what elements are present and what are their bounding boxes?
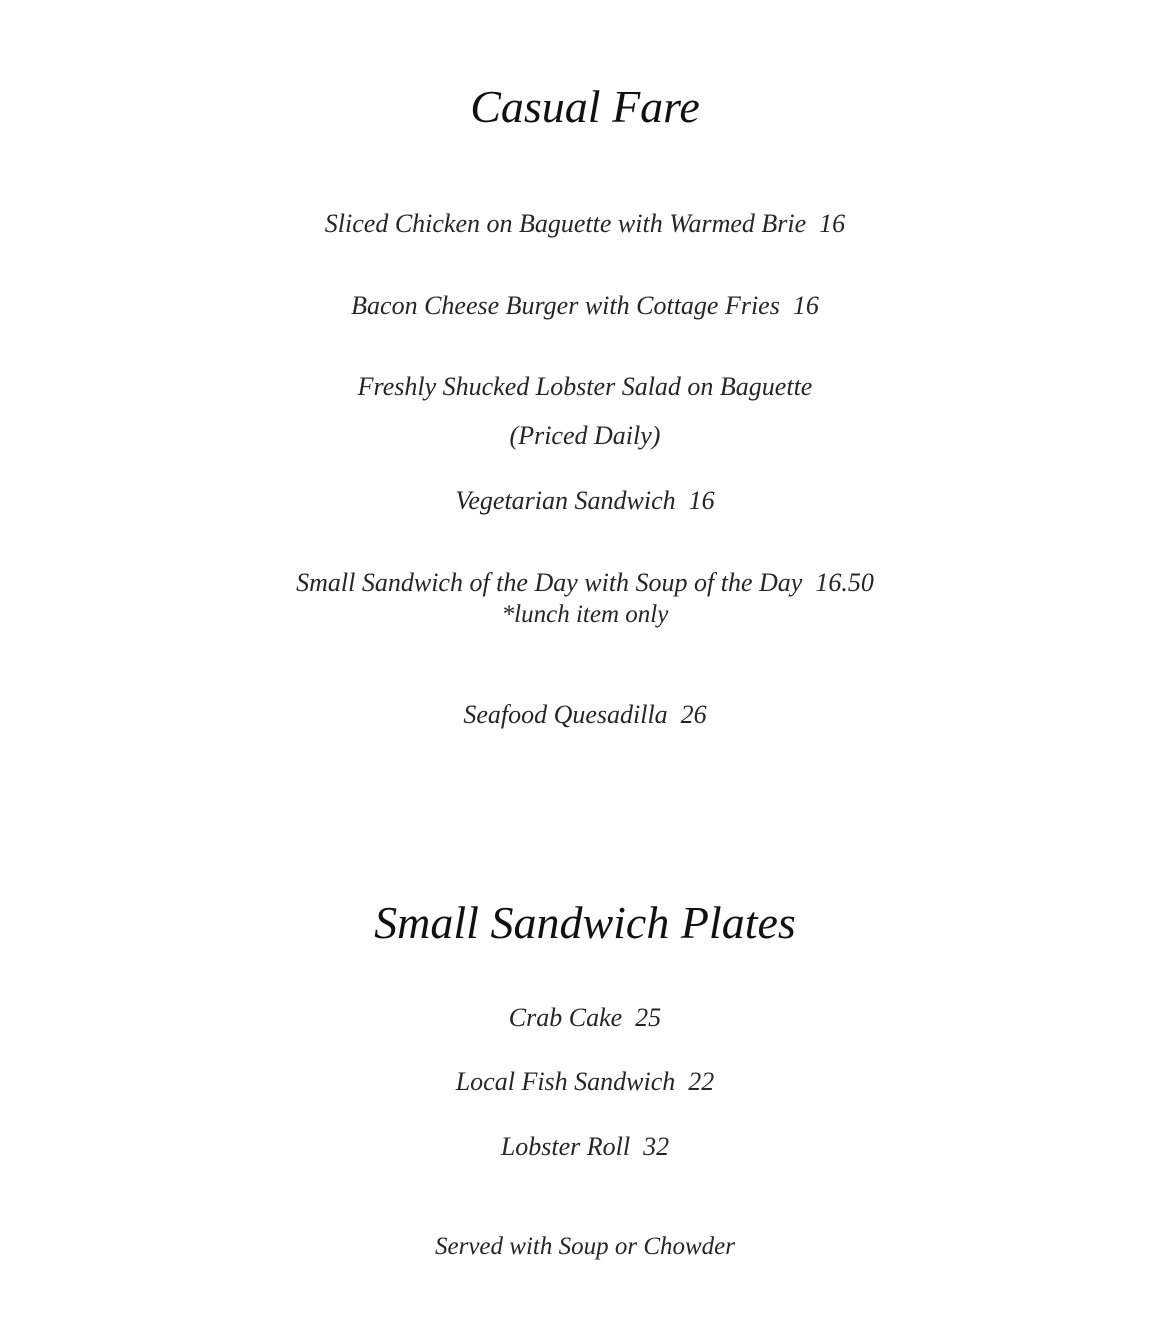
section-heading: Small Sandwich Plates (374, 897, 796, 948)
menu-item: Bacon Cheese Burger with Cottage Fries 16 (351, 291, 819, 320)
menu-item: Seafood Quesadilla 26 (463, 700, 707, 729)
menu-item: Vegetarian Sandwich 16 (455, 486, 715, 515)
menu-item-note: (Priced Daily) (509, 421, 661, 450)
section-footnote: Served with Soup or Chowder (435, 1233, 735, 1260)
menu-item-note: *lunch item only (501, 601, 669, 628)
menu-item: Local Fish Sandwich 22 (455, 1067, 715, 1096)
menu-item: Small Sandwich of the Day with Soup of the Day 16.50 (296, 568, 874, 597)
menu-item: Crab Cake 25 (508, 1003, 662, 1032)
menu-item: Freshly Shucked Lobster Salad on Baguette (357, 372, 813, 401)
menu-item: Sliced Chicken on Baguette with Warmed Brie 16 (324, 209, 846, 238)
menu-item: Lobster Roll 32 (500, 1132, 670, 1161)
section-heading: Casual Fare (470, 81, 700, 132)
